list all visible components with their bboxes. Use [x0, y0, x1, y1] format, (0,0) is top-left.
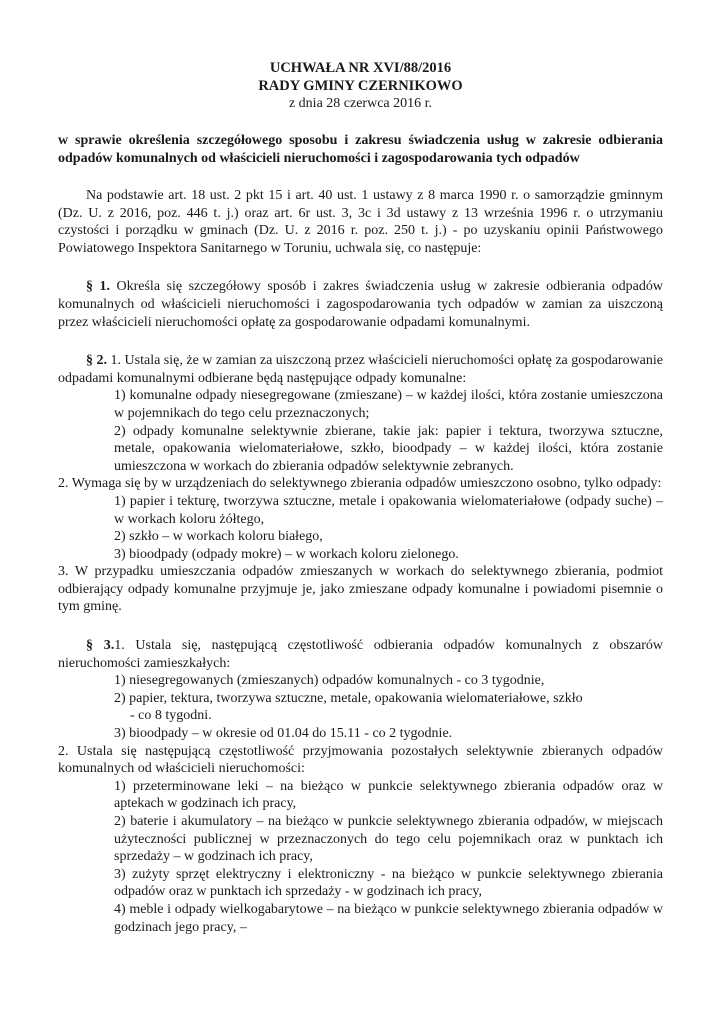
list-item: 1) niesegregowanych (zmieszanych) odpadów komunalnych - co 3 tygodnie,: [114, 673, 545, 689]
section-2-point-3: 3. W przypadku umieszczania odpadów zmieszanych w workach do selektywnego zbierania, podmiot odbierający odpady komunalne przyjmuje je, jako zmieszane odpady komunalne i powiadomi pisemnie o tym gminę.: [58, 564, 663, 615]
list-item: 3) zużyty sprzęt elektryczny i elektroniczny - na bieżąco w punkcie selektywnego zbierania odpadów oraz w punktach ich sprzedaży - w godzinach ich pracy,: [114, 866, 663, 900]
section-3-point-2: 2. Ustala się następującą częstotliwość przyjmowania pozostałych selektywnie zbieranych odpadów komunalnych od właścicieli nieruchomości:: [58, 743, 663, 777]
section-1-text: Określa się szczegółowy sposób i zakres świadczenia usług w zakresie odbierania odpadów komunalnych od właścicieli nieruchomości i zagospodarowania tych odpadów w zamian za uiszczoną przez właścicieli nieruchomości opłatę za gospodarowanie odpadami komunalnymi.: [58, 279, 663, 330]
section-2: [58, 352, 663, 616]
list-item: - co 8 tygodni.: [130, 708, 212, 724]
list-item: 1) przeterminowane leki – na bieżąco w punkcie selektywnego zbierania odpadów oraz w aptekach w godzinach ich pracy,: [114, 778, 663, 812]
resolution-subject: w sprawie określenia szczegółowego sposobu i zakresu świadczenia usług w zakresie odbierania odpadów komunalnych od właścicieli nieruchomości i zagospodarowania tych odpadów: [58, 133, 663, 166]
list-item: 2) papier, tektura, tworzywa sztuczne, metale, opakowania wielomateriałowe, szkło: [114, 690, 583, 706]
section-3-point-1: 1. Ustala się, następującą częstotliwość odbierania odpadów komunalnych z obszarów nieruchomości zamieszkałych:: [58, 638, 664, 671]
resolution-header: [58, 59, 663, 113]
list-item: 1) papier i tekturę, tworzywa sztuczne, metale i opakowania wielomateriałowe (odpady suche) – w workach koloru żółtego,: [114, 493, 663, 527]
section-1: [58, 278, 663, 331]
list-item: 3) bioodpady (odpady mokre) – w workach koloru zielonego.: [114, 546, 459, 562]
list-item: 4) meble i odpady wielkogabarytowe – na bieżąco w punkcie selektywnego zbierania odpadów w godzinach jego pracy, –: [114, 901, 663, 935]
list-item: 1) komunalne odpady niesegregowane (zmieszane) – w każdej ilości, która zostanie umieszczona w pojemnikach do tego celu przeznaczonych;: [114, 388, 663, 421]
section-2-point-2: 2. Wymaga się by w urządzeniach do selektywnego zbierania odpadów umieszczono osobno, tylko odpady:: [58, 476, 662, 492]
section-2-point-1: 1. Ustala się, że w zamian za uiszczoną przez właścicieli nieruchomości opłatę za gospodarowanie odpadami komunalnymi odbierane będą następujące odpady komunalne:: [58, 353, 664, 386]
list-item: 3) bioodpady – w okresie od 01.04 do 15.11 - co 2 tygodnie.: [114, 726, 453, 742]
section-3: [58, 637, 663, 936]
legal-basis: Na podstawie art. 18 ust. 2 pkt 15 i art. 40 ust. 1 ustawy z 8 marca 1990 r. o samorządzie gminnym (Dz. U. z 2016, poz. 446 t. j.) oraz art. 6r ust. 3, 3c i 3d ustawy z 13 września 1996 r. o utrzymaniu czystości i porządku w gminach (Dz. U. z 2016 r. poz. 250 t. j.) - po uzyskaniu opinii Państwowego Powiatowego Inspektora Sanitarnego w Toruniu, uchwala się, co następuje:: [58, 188, 663, 256]
list-item: 2) szkło – w workach koloru białego,: [114, 529, 323, 545]
list-item: 2) odpady komunalne selektywnie zbierane, takie jak: papier i tektura, tworzywa sztuczne, metale, opakowania wielomateriałowe, szkło, bioodpady – w każdej ilości, która zostanie umieszczona w workach do zbierania odpadów selektywnie zebranych.: [114, 423, 663, 474]
resolution-title: UCHWAŁA NR XVI/88/2016: [269, 60, 452, 76]
resolution-date: z dnia 28 czerwca 2016 r.: [288, 96, 433, 111]
council-name: RADY GMINY CZERNIKOWO: [258, 78, 463, 94]
section-1-label: § 1.: [86, 279, 110, 295]
list-item: 2) baterie i akumulatory – na bieżąco w punkcie selektywnego zbierania odpadów, w miejscach użyteczności publicznej w przeznaczonych do tego celu pojemnikach oraz w punktach ich sprzedaży – w godzinach ich pracy,: [114, 814, 663, 865]
section-3-label: § 3.: [86, 638, 115, 654]
section-2-label: § 2.: [86, 353, 108, 369]
